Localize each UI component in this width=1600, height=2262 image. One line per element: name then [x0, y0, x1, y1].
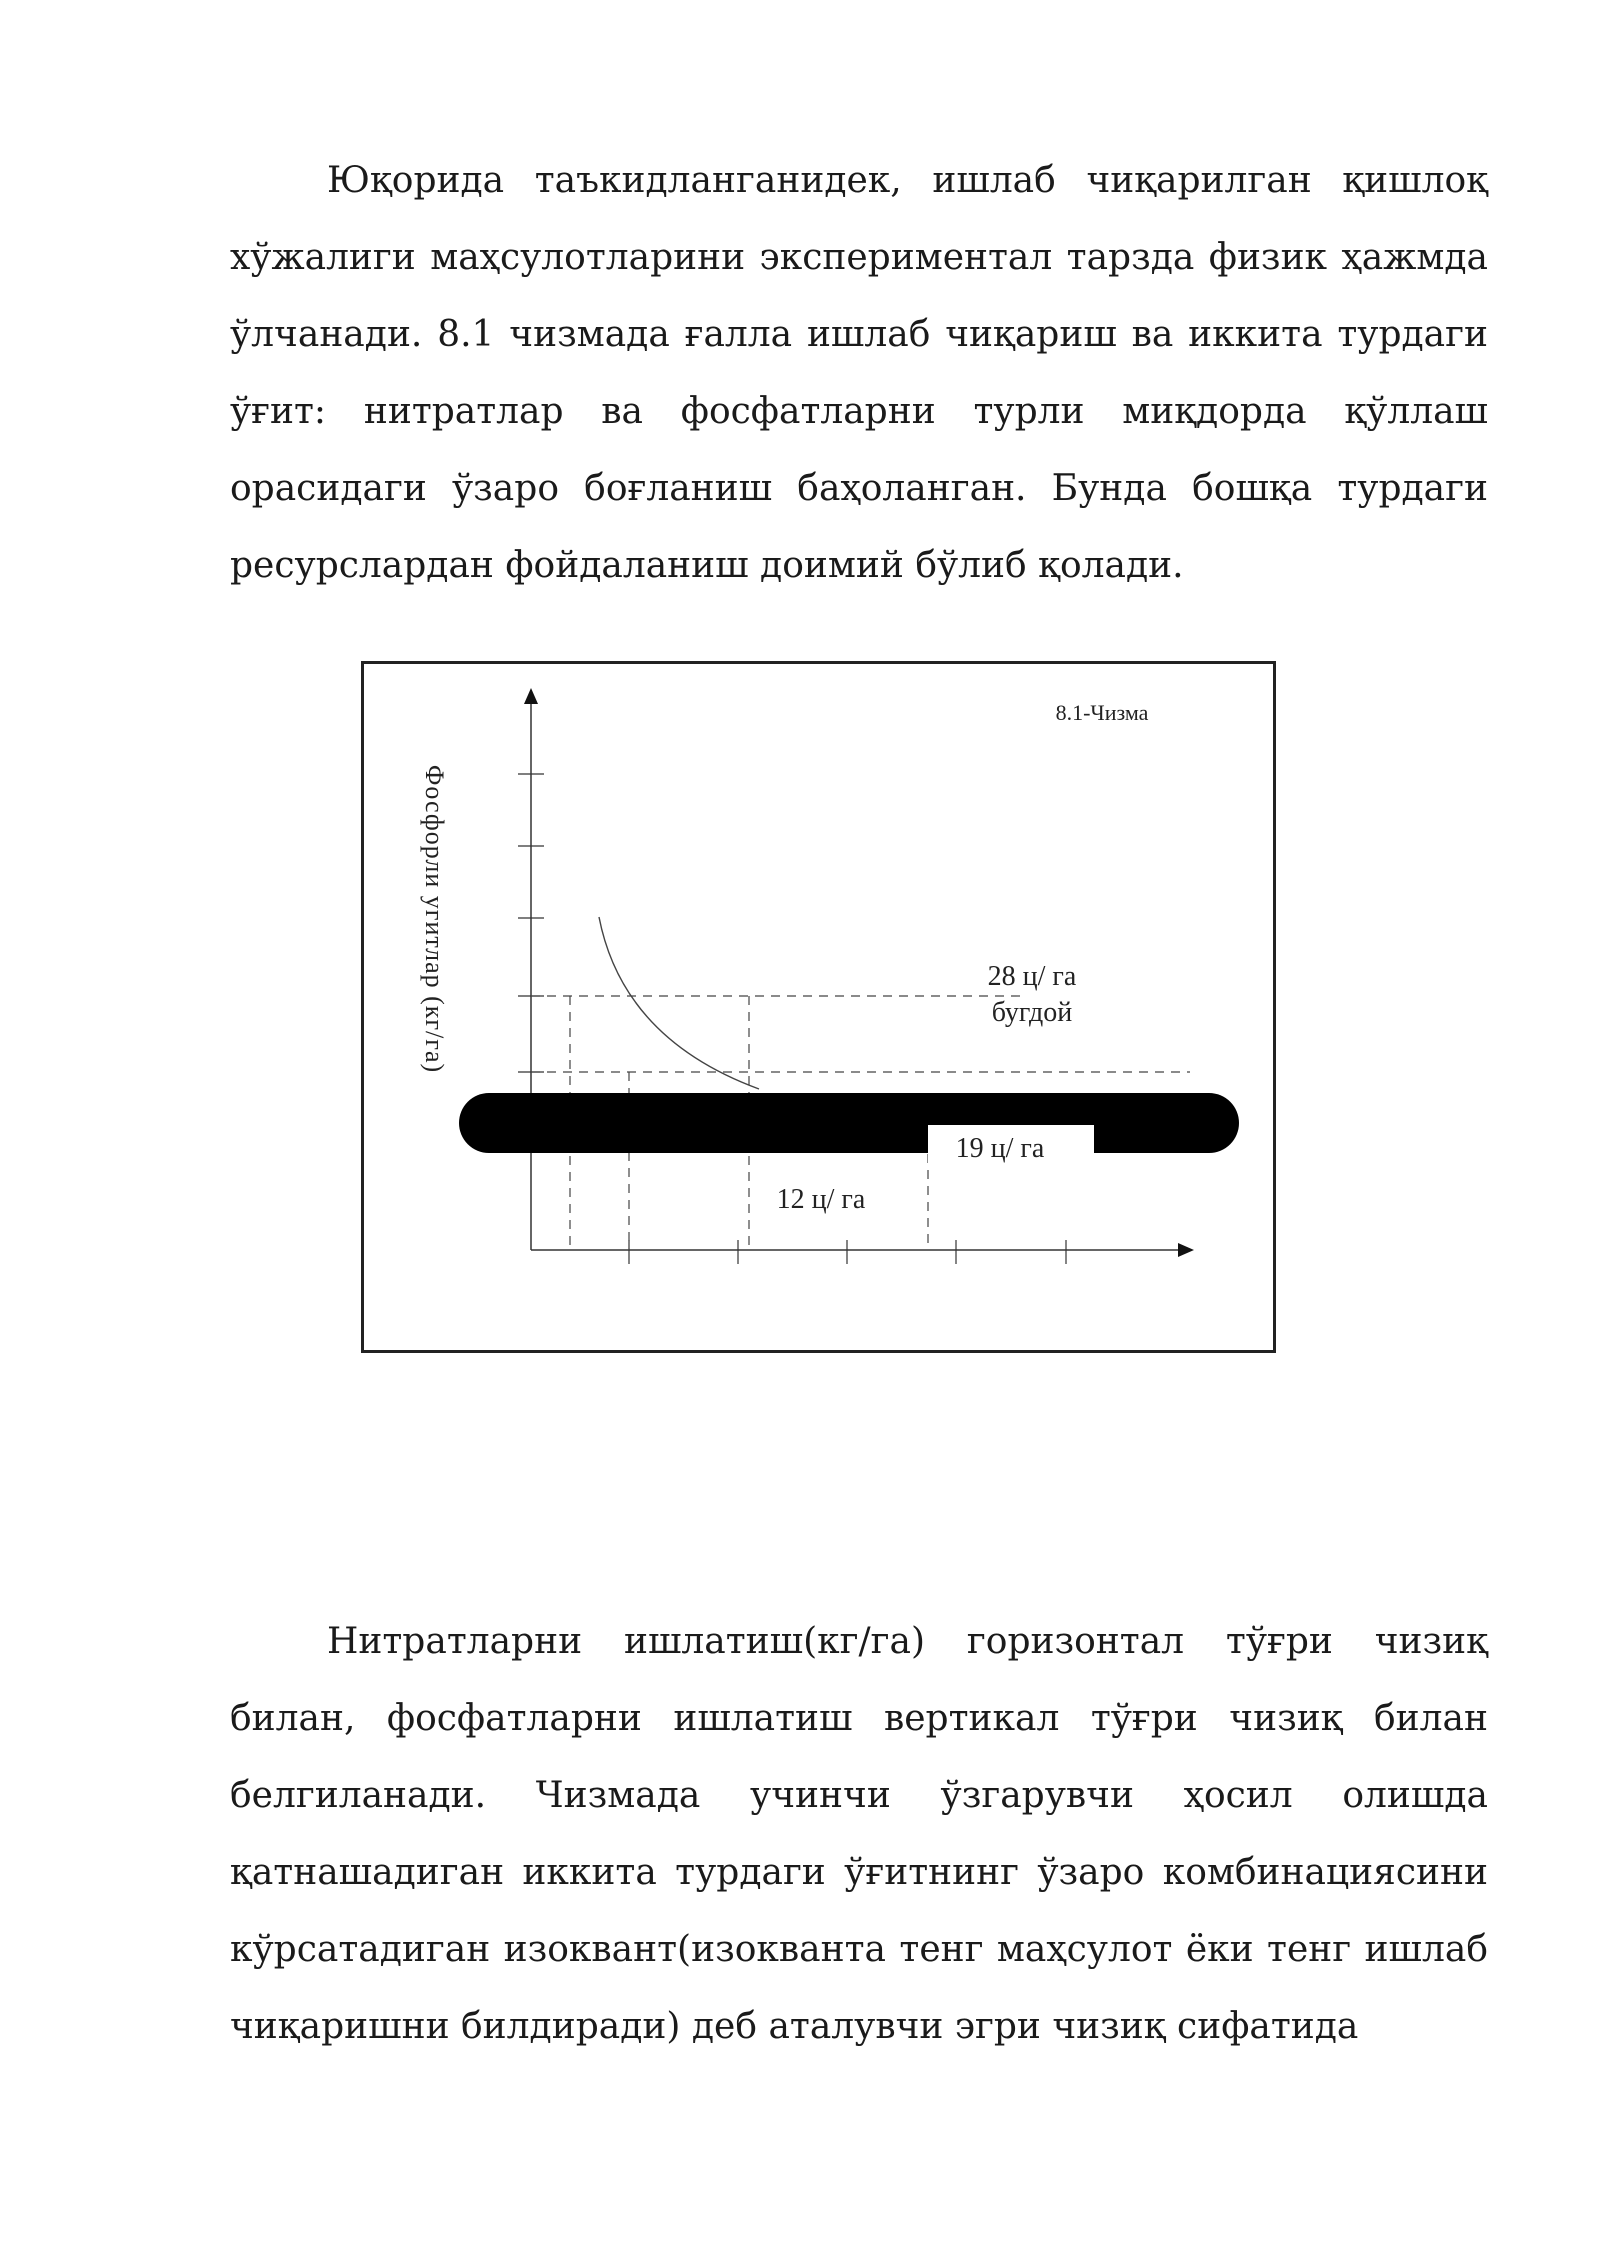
paragraph-description: Нитратларни ишлатиш(кг/га) горизонтал тўғри чизиқ билан, фосфатларни ишлатиш вертикал тўғри чизиқ билан белгиланади. Чизмада учинчи ўзгарувчи ҳосил олишда қатнашадиган иккита турдаги ўғитнинг ўзаро комбинациясини кўрсатадиган изоквант(изокванта тенг маҳсулот ёки тенг ишлаб чиқаришни билдиради) деб аталувчи эгри чизиқ сифатида	[230, 1621, 1488, 2047]
label-28-line2: бугдой	[991, 997, 1073, 1028]
label-28-line1: 28 ц/ га	[987, 961, 1077, 992]
isoquant-curve	[599, 917, 759, 1089]
isoquant-19-bar	[459, 1093, 1239, 1153]
label-12: 12 ц/ га	[776, 1184, 866, 1215]
label-19: 19 ц/ га	[955, 1133, 1045, 1164]
y-axis-arrow	[524, 688, 538, 704]
y-axis-label: Фосфорли угитлар (кг/га)	[420, 764, 449, 1074]
paragraph-intro: Юқорида таъкидланганидек, ишлаб чиқарилган қишлоқ хўжалиги маҳсулотларини экспериментал тарзда физик ҳажмда ўлчанади. 8.1 чизмада ғалла ишлаб чиқариш ва иккита турдаги ўғит: нитратлар ва фосфатларни турли миқдорда қўллаш орасидаги ўзаро боғланиш баҳоланган. Бунда бошқа турдаги ресурслардан фойдаланиш доимий бўлиб қолади.	[230, 160, 1488, 586]
isoquant-diagram	[364, 664, 1273, 1350]
figure-caption: 8.1-Чизма	[1055, 700, 1149, 725]
x-axis-ticks	[629, 1240, 1066, 1264]
x-axis-arrow	[1178, 1243, 1194, 1257]
figure-8-1	[361, 661, 1276, 1353]
